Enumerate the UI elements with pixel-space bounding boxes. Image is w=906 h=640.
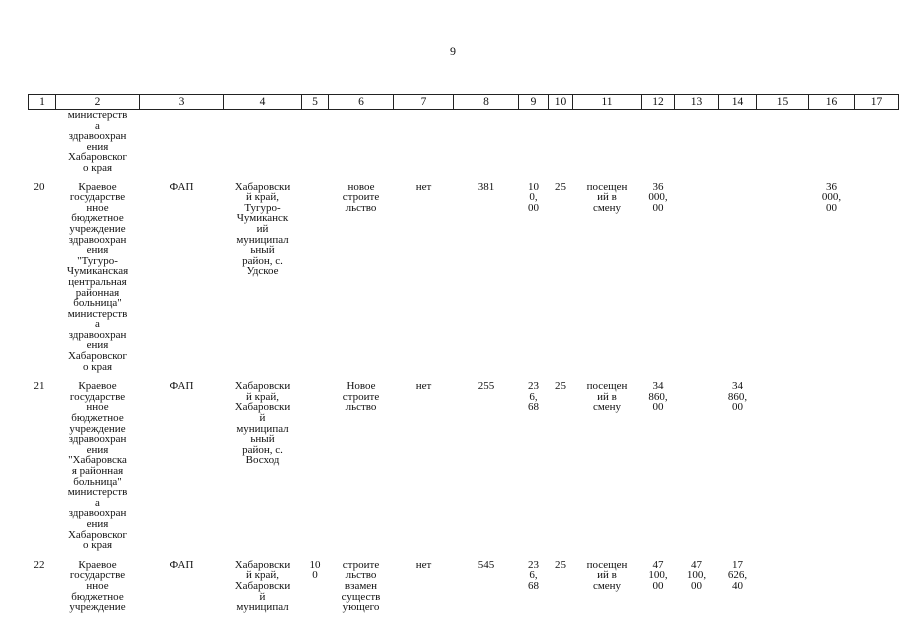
cell-line: а [95,318,100,331]
cell-col-11 [573,381,642,551]
cell-col-2 [56,560,140,613]
cell-line: здравоохран [68,433,127,446]
cell-line: район, с. [242,443,283,456]
table-row [29,560,899,613]
cell-col-5 [302,182,329,373]
cell-col-12 [642,110,675,174]
cell-col-8: 381 [477,180,495,193]
cell-line: 23 [528,558,539,571]
cell-line: существ [341,590,381,603]
cell-line: а [95,496,100,509]
cell-line: 00 [652,579,664,592]
cell-col-4 [224,110,302,174]
cell-line: Краевое [78,558,117,571]
cell-line: 36 [826,180,837,193]
cell-line: район, с. [242,254,283,267]
cell-col-10: 25 [555,380,566,393]
cell-line: "Хабаровска [68,454,127,467]
cell-col-5 [302,381,329,551]
cell-col-13 [675,182,719,373]
cell-line: нное [86,201,109,214]
cell-col-13 [675,110,719,174]
cell-line: муниципал [236,601,289,614]
cell-line: ий в [597,191,617,204]
cell-line: 100, [648,569,668,582]
row-spacer [29,551,899,560]
cell-col-5 [302,560,329,613]
table-row [29,182,899,373]
page-number: 9 [450,44,456,58]
cell-line: 47 [691,558,702,571]
column-header-10: 10 [549,95,573,110]
cell-line: й край, [246,569,279,582]
cell-col-3: ФАП [169,380,194,393]
cell-line: 10 [528,180,539,193]
cell-line: строите [342,191,380,204]
cell-line: строите [342,558,380,571]
cell-line: 68 [528,401,539,414]
cell-col-9 [519,110,549,174]
cell-line: льство [345,401,377,414]
cell-line: 34 [732,380,743,393]
cell-col-7: нет [415,558,432,571]
cell-line: 34 [652,380,664,393]
cell-line: нное [86,401,109,414]
cell-col-16 [809,381,855,551]
cell-line: Удское [246,265,279,278]
cell-line: 626, [727,569,748,582]
cell-col-6 [329,182,394,373]
cell-line: учреждение [69,422,126,435]
cell-line: ения [86,517,109,530]
cell-col-3: ФАП [169,558,194,571]
cell-line: 36 [652,180,664,193]
column-header-4: 4 [224,95,302,110]
cell-col-4 [224,560,302,613]
cell-line: Новое [346,380,376,393]
cell-col-1: 22 [33,558,45,571]
cell-line: 860, [648,390,668,403]
cell-line: новое [347,180,375,193]
cell-line: Чумиканск [236,212,289,225]
cell-col-14 [719,381,757,551]
cell-line: нное [86,579,109,592]
column-header-15: 15 [757,95,809,110]
cell-line: Краевое [78,380,117,393]
cell-col-1: 21 [33,380,45,393]
cell-line: Хабаровског [67,151,128,164]
cell-line: министерств [67,486,128,499]
cell-line: смену [592,401,622,414]
cell-line: Хабаровског [67,528,128,541]
cell-col-2 [56,110,140,174]
cell-col-8: 545 [477,558,495,571]
cell-line: й край, [246,191,279,204]
header-row [29,95,899,110]
cell-col-8: 255 [477,380,495,393]
cell-col-14 [719,110,757,174]
cell-line: я районная [71,465,124,477]
cell-line: бюджетное [71,412,124,425]
cell-col-14 [719,560,757,613]
cell-col-9 [519,182,549,373]
cell-line: о края [82,360,113,373]
cell-col-1: 20 [33,180,45,193]
cell-col-2 [56,381,140,551]
cell-line: 00 [691,579,702,592]
cell-line: посещен [586,180,628,193]
cell-line: "Тугуро- [77,254,118,267]
cell-col-5 [302,110,329,174]
cell-col-4 [224,182,302,373]
cell-col-8 [454,110,519,174]
cell-line: муниципал [236,422,289,435]
cell-col-6 [329,110,394,174]
cell-col-16 [809,182,855,373]
cell-line: районная [75,286,120,299]
table-row [29,381,899,551]
cell-line: государстве [69,569,126,582]
cell-line: здравоохран [68,233,127,246]
cell-line: 00 [528,201,539,214]
cell-col-12 [642,560,675,613]
cell-col-4 [224,381,302,551]
cell-col-13 [675,381,719,551]
cell-line: 0, [529,191,538,204]
cell-line: 23 [528,380,539,393]
cell-col-11 [573,560,642,613]
cell-line: 100, [686,569,707,582]
cell-line: посещен [586,380,628,393]
cell-line: 0 [312,569,318,582]
column-header-11: 11 [573,95,642,110]
cell-line: 17 [732,558,743,571]
cell-line: здравоохран [68,130,127,143]
cell-line: ьный [250,244,275,257]
cell-line: ения [86,140,109,153]
column-header-17: 17 [855,95,899,110]
cell-col-16 [809,560,855,613]
cell-col-17 [855,182,899,373]
cell-line: ьный [250,433,275,446]
cell-line: здравоохран [68,328,127,341]
cell-line: Тугуро- [244,201,281,214]
column-header-16: 16 [809,95,855,110]
cell-line: льство [345,569,377,582]
cell-col-3 [140,110,224,174]
cell-line: Краевое [78,180,117,193]
cell-line: 860, [727,390,748,403]
cell-line: Восход [245,454,280,467]
cell-col-15 [757,110,809,174]
row-spacer [29,372,899,381]
cell-col-3: ФАП [169,180,194,193]
cell-line: 00 [652,201,664,214]
cell-line: ий в [597,569,617,582]
data-table [28,94,899,613]
column-header-1: 1 [29,95,56,110]
cell-line: ий в [597,390,617,403]
cell-col-17 [855,381,899,551]
cell-line: 6, [529,390,538,403]
cell-line: ения [86,244,109,257]
cell-col-7 [394,110,454,174]
cell-col-7: нет [415,180,432,193]
cell-line: Хабаровског [67,350,128,363]
cell-line: министерств [67,109,128,121]
table-body [29,110,899,613]
column-header-8: 8 [454,95,519,110]
cell-line: министерств [67,307,128,320]
cell-line: больница" [73,297,122,310]
cell-line: ий [256,222,269,235]
cell-line: Хабаровски [234,180,291,193]
cell-line: й [259,590,266,603]
cell-line: а [95,119,100,132]
cell-line: учреждение [69,222,126,235]
cell-line: Хабаровски [234,558,291,571]
cell-line: смену [592,579,622,592]
cell-line: Хабаровски [234,380,291,393]
cell-line: ения [86,339,109,352]
column-header-12: 12 [642,95,675,110]
continuation-row [29,110,899,174]
cell-col-12 [642,381,675,551]
cell-line: о края [82,539,113,552]
cell-line: Чумиканская [66,265,129,278]
cell-line: Хабаровски [234,579,291,592]
cell-col-14 [719,182,757,373]
cell-col-11 [573,110,642,174]
column-header-5: 5 [302,95,329,110]
column-header-6: 6 [329,95,394,110]
cell-line: 6, [529,569,538,582]
column-header-7: 7 [394,95,454,110]
cell-line: государстве [69,390,126,403]
cell-line: муниципал [236,233,289,246]
cell-col-6 [329,381,394,551]
column-header-3: 3 [140,95,224,110]
cell-line: 000, [821,191,842,204]
cell-col-9 [519,381,549,551]
cell-line: й [259,412,266,425]
cell-col-17 [855,110,899,174]
cell-line: ения [86,443,109,456]
cell-col-12 [642,182,675,373]
cell-line: смену [592,201,622,214]
cell-line: 40 [732,579,743,592]
cell-line: государстве [69,191,126,204]
cell-col-16 [809,110,855,174]
row-spacer [29,174,899,182]
column-header-2: 2 [56,95,140,110]
cell-line: взамен [344,579,378,592]
cell-col-15 [757,560,809,613]
column-header-14: 14 [719,95,757,110]
cell-line: о края [82,161,113,174]
cell-line: учреждение [69,601,126,614]
cell-line: 68 [528,579,539,592]
cell-col-2 [56,182,140,373]
cell-line: льство [345,201,377,214]
cell-col-13 [675,560,719,613]
cell-col-10 [549,110,573,174]
cell-line: й край, [246,390,279,403]
cell-col-10: 25 [555,558,566,571]
cell-col-7: нет [415,380,432,393]
cell-col-15 [757,182,809,373]
cell-line: бюджетное [71,212,124,225]
cell-line: 00 [652,401,664,414]
cell-line: строите [342,390,380,403]
cell-line: посещен [586,558,628,571]
cell-line: 000, [648,191,668,204]
cell-col-11 [573,182,642,373]
cell-col-6 [329,560,394,613]
cell-line: 00 [732,401,743,414]
cell-col-9 [519,560,549,613]
cell-line: центральная [68,275,127,288]
cell-line: Хабаровски [234,401,291,414]
cell-line: больница" [73,475,122,488]
cell-line: 00 [826,201,837,214]
cell-line: 47 [652,558,664,571]
column-header-9: 9 [519,95,549,110]
cell-line: здравоохран [68,507,127,520]
cell-col-17 [855,560,899,613]
cell-col-15 [757,381,809,551]
cell-col-1 [29,110,56,174]
cell-line: бюджетное [71,590,124,603]
cell-col-10: 25 [555,180,566,193]
cell-line: ующего [342,601,380,614]
cell-line: 10 [309,558,321,571]
column-header-13: 13 [675,95,719,110]
